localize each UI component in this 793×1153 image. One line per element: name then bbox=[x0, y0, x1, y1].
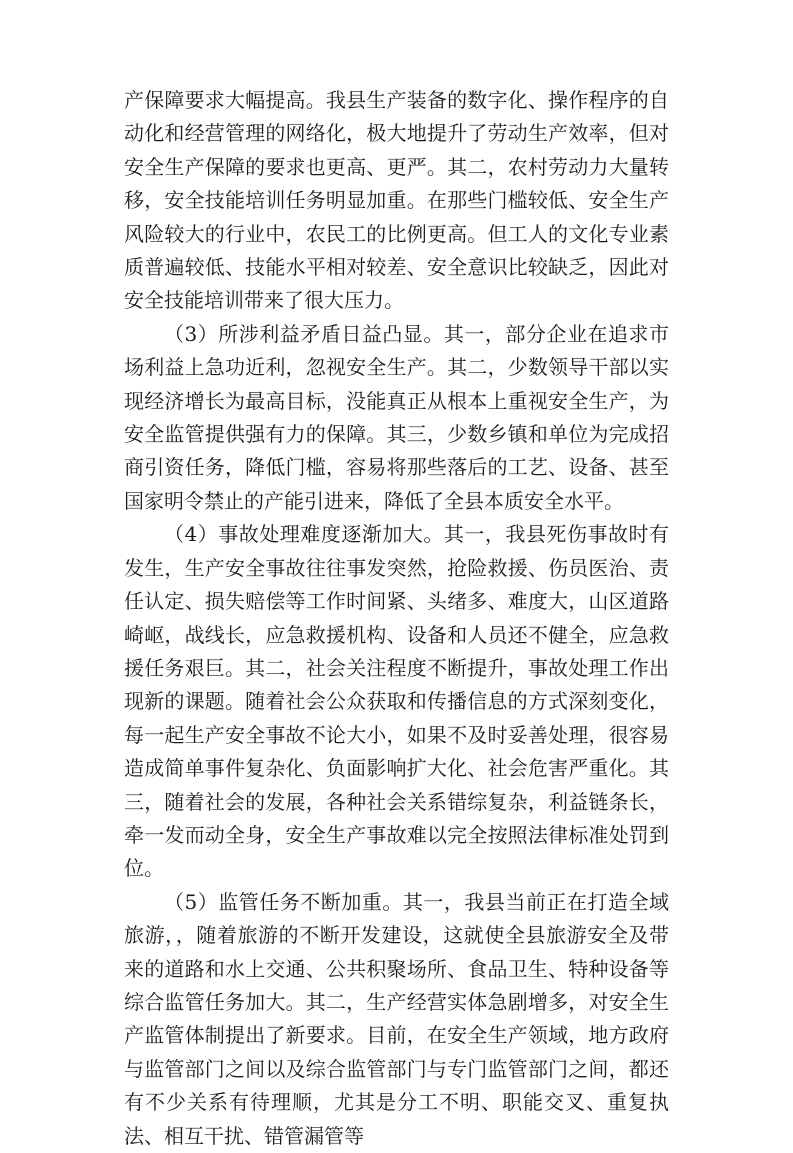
paragraph-accident-handling: （4）事故处理难度逐渐加大。其一，我县死伤事故时有发生，生产安全事故往往事发突然，抢险救援、伤员医治、责任认定、损失赔偿等工作时间紧、头绪多、难度大，山区道路崎岖，战线长，应急救援机构、设备和人员还不健全，应急救援任务艰巨。其二，社会关注程度不断提升，事故处理工作出现新的课题。随着社会公众获取和传播信息的方式深刻变化，每一起生产安全事故不论大小，如果不及时妥善处理，很容易造成简单事件复杂化、负面影响扩大化、社会危害严重化。其三，随着社会的发展，各种社会关系错综复杂，利益链条长，牵一发而动全身，安全生产事故难以完全按照法律标准处罚到位。 bbox=[124, 522, 669, 881]
paragraph-interest-conflicts: （3）所涉利益矛盾日益凸显。其一，部分企业在追求市场利益上急功近利，忽视安全生产。其二，少数领导干部以实现经济增长为最高目标，没能真正从根本上重视安全生产，为安全监管提供强有力的保障。其三，少数乡镇和单位为完成招商引资任务，降低门槛，容易将那些落后的工艺、设备、甚至国家明令禁止的产能引进来，降低了全县本质安全水平。 bbox=[124, 321, 669, 513]
document-body bbox=[124, 84, 669, 1153]
paragraph-supervision-tasks: （5）监管任务不断加重。其一，我县当前正在打造全域旅游，，随着旅游的不断开发建设，这就使全县旅游安全及带来的道路和水上交通、公共积聚场所、食品卫生、特种设备等综合监管任务加大。其二，生产经营实体急剧增多，对安全生产监管体制提出了新要求。目前，在安全生产领域，地方政府与监管部门之间以及综合监管部门与专门监管部门之间，都还有不少关系有待理顺，尤其是分工不明、职能交叉、重复执法、相互干扰、错管漏管等 bbox=[124, 889, 669, 1148]
paragraph-continuation: 产保障要求大幅提高。我县生产装备的数字化、操作程序的自动化和经营管理的网络化，极大地提升了劳动生产效率，但对安全生产保障的要求也更高、更严。其二，农村劳动力大量转移，安全技能培训任务明显加重。在那些门槛较低、安全生产风险较大的行业中，农民工的比例更高。但工人的文化专业素质普遍较低、技能水平相对较差、安全意识比较缺乏，因此对安全技能培训带来了很大压力。 bbox=[124, 88, 669, 313]
